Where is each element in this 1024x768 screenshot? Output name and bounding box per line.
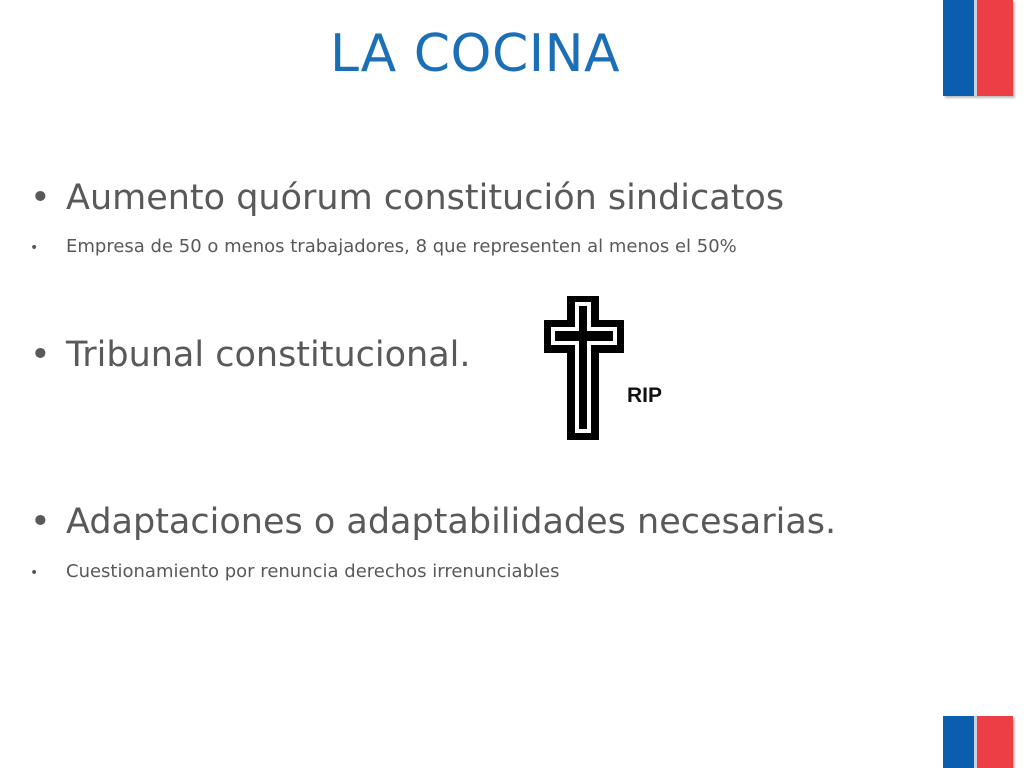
bullet-text: Aumento quórum constitución sindicatos [66, 178, 785, 218]
rip-label: RIP [627, 384, 663, 407]
sub-bullet-item [30, 236, 737, 258]
flag-red-bar [977, 716, 1013, 768]
bullet-item [30, 334, 471, 376]
slide-title: LA COCINA [329, 24, 621, 84]
sub-bullet-marker: • [30, 565, 39, 581]
bullet-item [30, 501, 836, 543]
bullet-marker: • [30, 178, 51, 218]
flag-red-bar [977, 0, 1013, 96]
flag-decoration-bottom [943, 716, 1013, 768]
flag-decoration-top [943, 0, 1013, 96]
bullet-item [30, 177, 784, 219]
sub-bullet-text: Cuestionamiento por renuncia derechos irrenunciables [66, 561, 560, 582]
bullet-marker: • [30, 335, 51, 375]
bullet-marker: • [30, 502, 51, 542]
bullet-text: Tribunal constitucional. [66, 335, 471, 375]
bullet-text: Adaptaciones o adaptabilidades necesarias. [66, 502, 837, 542]
sub-bullet-text: Empresa de 50 o menos trabajadores, 8 que representen al menos el 50% [66, 236, 737, 257]
cross-icon [542, 294, 626, 442]
sub-bullet-marker: • [30, 240, 39, 256]
flag-blue-bar [943, 716, 977, 768]
sub-bullet-item [30, 561, 559, 583]
